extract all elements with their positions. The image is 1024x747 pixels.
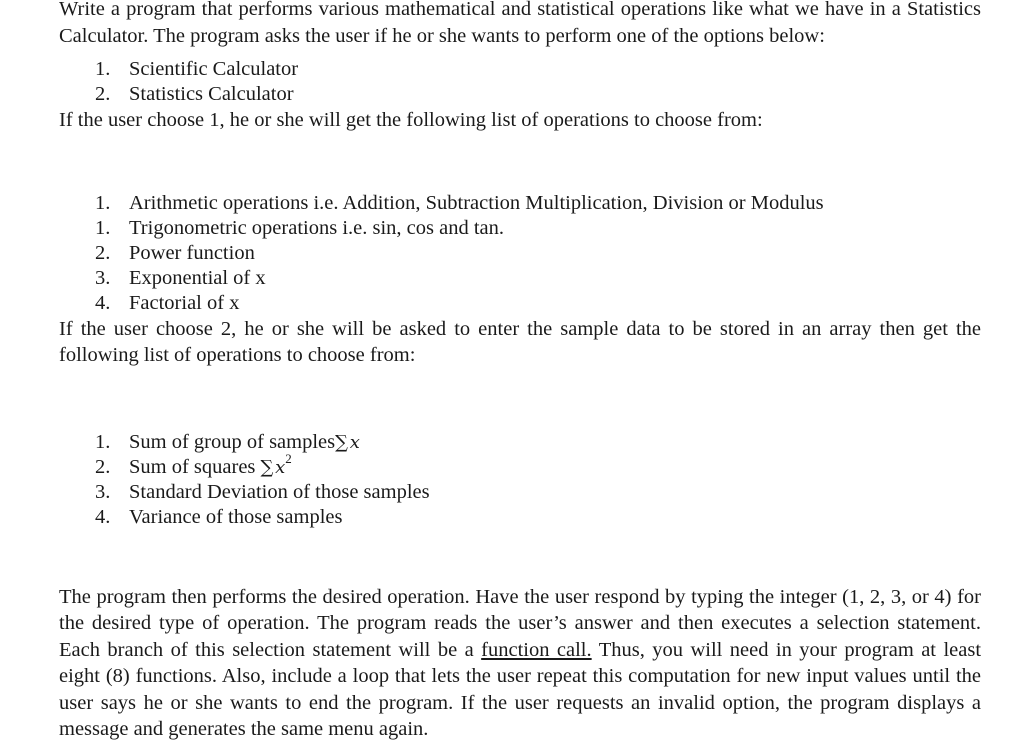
math-variable: x bbox=[275, 456, 286, 478]
math-variable: x bbox=[349, 431, 360, 453]
list-number: 4. bbox=[95, 505, 111, 528]
list-item bbox=[59, 57, 981, 82]
list-text: Statistics Calculator bbox=[129, 83, 294, 105]
list-number: 4. bbox=[95, 291, 111, 314]
list-text: Exponential of x bbox=[129, 266, 266, 289]
statistics-operations-list bbox=[59, 430, 981, 530]
intro-paragraph: Write a program that performs various mathematical and statistical operations like what we have in a Statistics Calculator. The program asks the user if he or she wants to perform one of the options below: bbox=[59, 0, 981, 47]
option1-paragraph: If the user choose 1, he or she will get the following list of operations to choose from: bbox=[59, 109, 763, 131]
list-text: Arithmetic operations i.e. Addition, Subtraction Multiplication, Division or Modulus bbox=[129, 191, 824, 214]
list-item bbox=[59, 505, 981, 530]
list-item bbox=[59, 266, 981, 291]
list-number: 3. bbox=[95, 266, 111, 289]
list-text: Power function bbox=[129, 241, 255, 264]
list-number: 1. bbox=[95, 216, 111, 239]
final-paragraph bbox=[59, 584, 981, 743]
list-item bbox=[59, 216, 981, 241]
list-number: 1. bbox=[95, 58, 111, 80]
list-text: Variance of those samples bbox=[129, 505, 343, 528]
list-number: 2. bbox=[95, 241, 111, 264]
list-text: Sum of squares bbox=[129, 455, 261, 478]
list-number: 1. bbox=[95, 191, 111, 214]
list-item bbox=[59, 480, 981, 505]
list-item bbox=[59, 450, 981, 480]
list-item bbox=[59, 430, 981, 455]
summation-symbol: ∑ bbox=[335, 431, 348, 453]
list-item bbox=[59, 291, 981, 316]
list-text: Trigonometric operations i.e. sin, cos and tan. bbox=[129, 216, 505, 239]
final-paragraph-text-end: Thus, you will need in your program at least eight (8) functions. Also, include a loop that lets the user repeat this computation for new input values until the user says he or she wants to end the program. If the user requests an invalid option, the program displays a message and generates the same menu again. bbox=[59, 638, 982, 740]
list-text: Scientific Calculator bbox=[129, 58, 299, 80]
list-number: 2. bbox=[95, 455, 111, 478]
option2-paragraph: If the user choose 2, he or she will be asked to enter the sample data to be stored in an array then get the following list of operations to choose from: bbox=[59, 317, 981, 366]
list-item bbox=[59, 191, 981, 216]
main-options-list bbox=[59, 57, 981, 107]
list-text: Sum of group of samples bbox=[129, 430, 336, 453]
list-number: 2. bbox=[95, 83, 111, 105]
summation-symbol: ∑ bbox=[260, 456, 274, 478]
final-paragraph-text: The program then performs the desired operation. Have the user respond by typing the integer (1, 2, 3, or 4) for the desired type of operation. The program reads the user’s answer and then executes a selection statement. Each branch of this selection statement will be a bbox=[59, 585, 981, 661]
list-text: Factorial of x bbox=[129, 291, 240, 314]
list-text: Standard Deviation of those samples bbox=[129, 480, 430, 503]
list-item bbox=[59, 82, 981, 107]
exponent: 2 bbox=[285, 450, 292, 466]
list-number: 3. bbox=[95, 480, 111, 503]
list-number: 1. bbox=[95, 430, 111, 453]
function-call-underlined: function call. bbox=[481, 638, 592, 661]
list-item bbox=[59, 241, 981, 266]
scientific-operations-list bbox=[59, 191, 981, 316]
document-body bbox=[59, 0, 981, 743]
